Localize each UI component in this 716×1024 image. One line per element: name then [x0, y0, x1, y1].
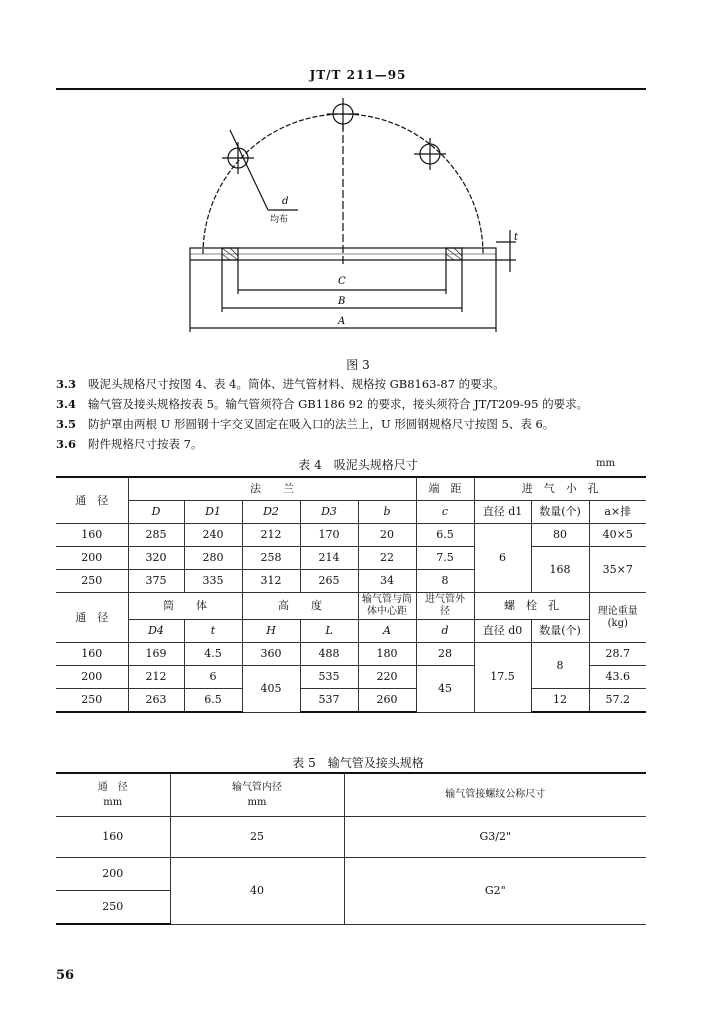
t4-d0-merged: 17.5 — [474, 643, 531, 713]
figure-3-drawing — [150, 94, 570, 344]
t5-nj-merged: 40 — [170, 858, 344, 925]
t4-h2-tongjing: 通 径 — [56, 593, 128, 643]
table4-title: 表 4 吸泥头规格尺寸 — [298, 458, 418, 472]
paragraph-3-4: 3.4 输气管及接头规格按表 5。输气管须符合 GB1186 92 的要求，接头须符合 JT/T209-95 的要求。 — [56, 397, 589, 411]
document-header: JT/T 211—95 — [309, 68, 407, 82]
t4-row2-250: 250 263 6.5 537 260 12 57.2 — [56, 689, 646, 713]
t4-row-250: 250 375 335 312 265 34 8 — [56, 570, 646, 593]
t5-h-neijing: 输气管内径 mm — [170, 773, 344, 817]
header-rule — [56, 88, 646, 90]
t4-row2-160: 160 169 4.5 360 488 180 28 17.5 8 28.7 — [56, 643, 646, 666]
t4-h-jinqi: 进 气 小 孔 — [474, 477, 646, 501]
t5-h-luowen: 输气管接螺纹公称尺寸 — [344, 773, 646, 817]
label-jun-bu: 均布 — [270, 215, 289, 225]
figure-caption: 图 3 — [346, 358, 370, 372]
t4-h-tongjing: 通 径 — [56, 477, 128, 524]
label-t: t — [514, 232, 519, 243]
t4-h-duanju: 端 距 — [416, 477, 474, 501]
t4-H-merged: 405 — [242, 666, 300, 713]
t5-h-tongjing: 通 径 mm — [56, 773, 170, 817]
t4-h-falan: 法 兰 — [128, 477, 416, 501]
table5 — [56, 772, 646, 925]
paragraph-3-6: 3.6 附件规格尺寸按表 7。 — [56, 437, 203, 451]
label-B: B — [338, 296, 346, 307]
t4-row-160: 160 285 240 212 170 20 6.5 6 80 40×5 — [56, 524, 646, 547]
paragraph-3-3: 3.3 吸泥头规格尺寸按图 4、表 4。筒体、进气管材料、规格按 GB8163-87 的要求。 — [56, 377, 505, 391]
label-A: A — [338, 316, 346, 327]
table4-unit: mm — [596, 458, 615, 469]
label-d: d — [282, 196, 289, 207]
page-number: 56 — [56, 968, 75, 983]
t5-row-160: 160 25 G3/2" — [56, 817, 646, 858]
t4-row-200: 200 320 280 258 214 22 7.5 168 35×7 — [56, 547, 646, 570]
t5-lw-merged: G2" — [344, 858, 646, 925]
paragraph-3-5: 3.5 防护罩由两根 U 形圆钢十字交叉固定在吸入口的法兰上，U 形圆钢规格尺寸按图 5、表 6。 — [56, 417, 555, 431]
t5-row-250: 250 — [56, 891, 646, 925]
table5-title: 表 5 输气管及接头规格 — [292, 756, 424, 770]
t5-row-200: 200 40 G2" — [56, 858, 646, 891]
t4-d1-merged: 6 — [474, 524, 531, 593]
table4: 通 径 法 兰 端 距 进 气 小 孔 D D1 D2 D3 b c 直径 d1 数量(个) a×排 160 285 240 212 170 20 6.5 6 80 40×5 200 320 280 258 214 22 7.5 168 35×7 250 375 335 312 265 34 8 通 径 筒 体 高 度 输气管与筒体中心距 进气管外 径 螺 栓 孔 理论重量(kg) D4 t H L A d 直径 d0 数量(个) 160 169 4.5 360 488 180 28 17.5 8 28.7 200 212 6 405 535 220 45 43.6 250 263 6.5 537 260 12 57.2 — [56, 476, 646, 713]
label-C: C — [338, 276, 346, 287]
t4-d-merged: 45 — [416, 666, 474, 713]
t4-qty-merged: 8 — [531, 643, 589, 689]
t4-row2-200: 200 212 6 405 535 220 45 43.6 — [56, 666, 646, 689]
